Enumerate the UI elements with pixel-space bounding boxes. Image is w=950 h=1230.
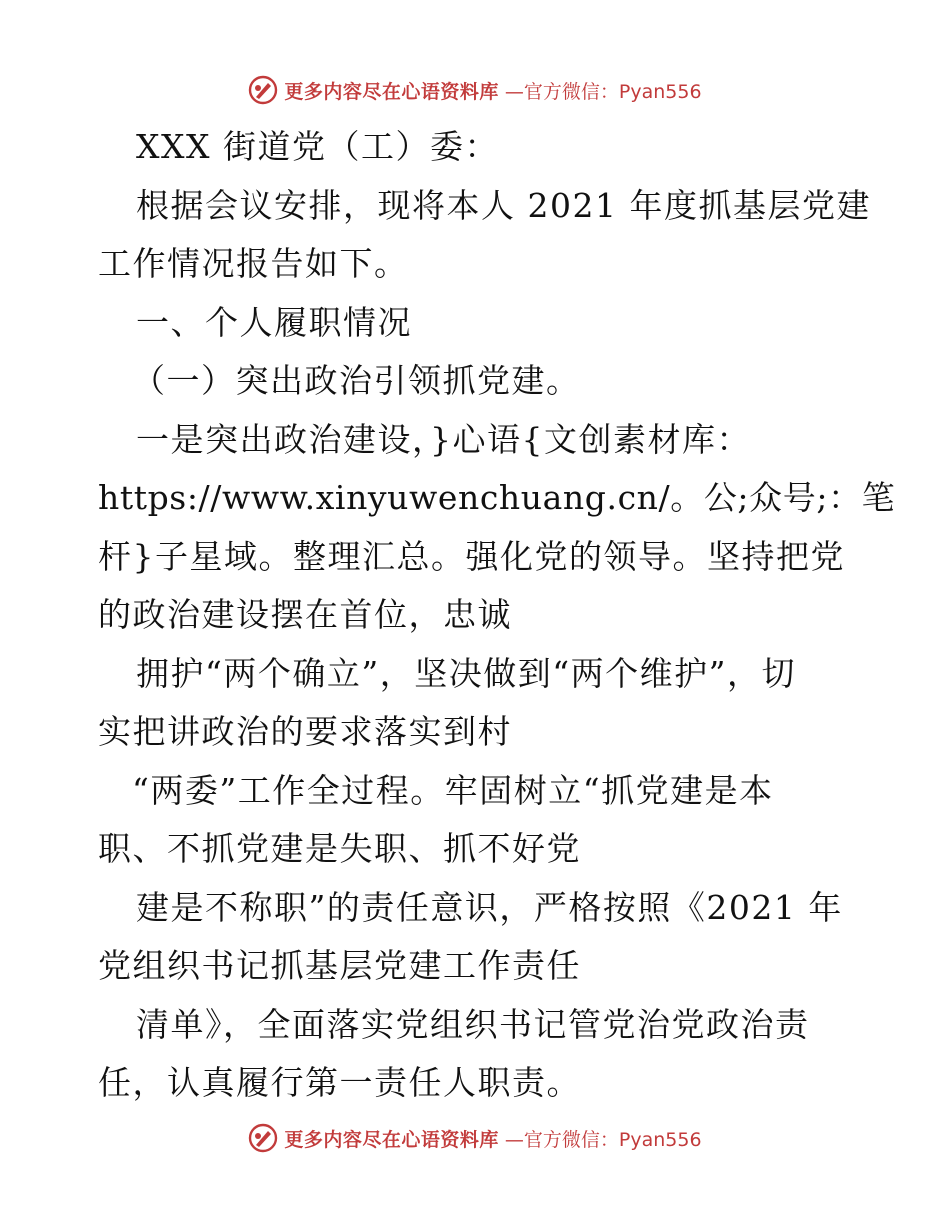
banner-contact: —官方微信：Pyan556 <box>504 80 702 103</box>
paragraph-line: 任，认真履行第一责任人职责。 <box>98 1063 581 1102</box>
paragraph-line: 工作情况报告如下。 <box>98 244 409 283</box>
paragraph-line: 职、不抓党建是失职、抓不好党 <box>98 829 581 868</box>
header-watermark-banner <box>0 70 950 110</box>
document-body <box>98 118 896 1113</box>
paragraph-line: 根据会议安排，现将本人 2021 年度抓基层党建 <box>136 185 871 225</box>
banner-contact: —官方微信：Pyan556 <box>504 1128 702 1151</box>
footer-watermark-banner <box>0 1118 950 1158</box>
paragraph-line: 建是不称职”的责任意识，严格按照《2021 年 <box>136 887 843 927</box>
brand-logo-icon <box>248 75 278 105</box>
paragraph-line: 的政治建设摆在首位，忠诚 <box>98 595 512 634</box>
paragraph-line: “两委”工作全过程。牢固树立“抓党建是本 <box>132 770 774 810</box>
paragraph-line: 杆}子星域。整理汇总。强化党的领导。坚持把党 <box>98 536 845 576</box>
paragraph-line: 一是突出政治建设，}心语{文创素材库： <box>136 419 751 459</box>
paragraph-line: 拥护“两个确立”，坚决做到“两个维护”，切 <box>136 653 796 693</box>
paragraph-line: 党组织书记抓基层党建工作责任 <box>98 946 581 985</box>
paragraph-line: https://www.xinyuwenchuang.cn/。公;众号;：笔 <box>98 478 896 517</box>
banner-title: 更多内容尽在心语资料库 <box>284 1128 499 1151</box>
section-heading: 一、个人履职情况 <box>136 302 412 342</box>
banner-title: 更多内容尽在心语资料库 <box>284 80 499 103</box>
paragraph-line: 实把讲政治的要求落实到村 <box>98 712 512 751</box>
salutation-line: XXX 街道党（工）委： <box>136 127 499 166</box>
paragraph-line: 清单》，全面落实党组织书记管党治党政治责 <box>136 1004 810 1044</box>
brand-logo-icon <box>248 1123 278 1153</box>
subsection-heading: （一）突出政治引领抓党建。 <box>132 361 581 400</box>
